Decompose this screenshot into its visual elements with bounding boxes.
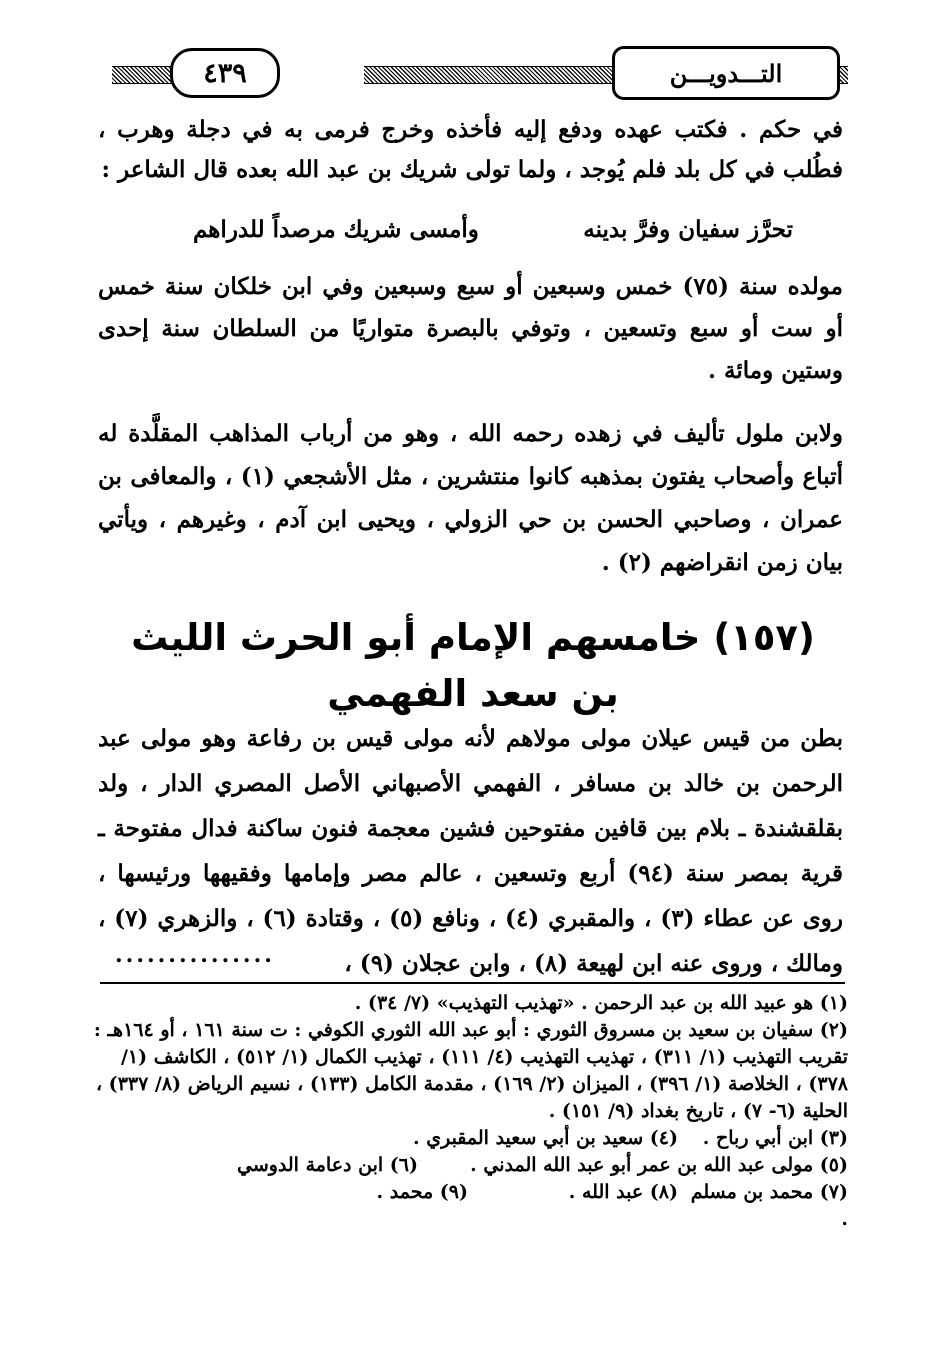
page-header	[112, 46, 842, 98]
header-ornament-left	[112, 66, 174, 84]
paragraph-1	[98, 110, 843, 190]
footnote-9: (٩) محمد .	[376, 1181, 468, 1203]
paragraph-3	[98, 412, 843, 584]
paragraph-2-text: مولده سنة (٧٥) خمس وسبعين أو سبع وسبعين وفي ابن خلكان سنة خمس أو ست أو سبع وتسعين ، وتوفي بالبصرة متواريًا من السلطان سنة إحدى وستين ومائة .	[98, 273, 843, 384]
footnote-2: (٢) سفيان بن سعيد بن مسروق الثوري : أبو عبد الله الثوري الكوفي : ت سنة ١٦١ ، أو ١٦٤هـ :	[93, 1019, 848, 1041]
verse-first-hemistich: تحرَّز سفيان وفرَّ بدينه	[583, 216, 793, 243]
paragraph-1-text: في حكم . فكتب عهده ودفع إليه فأخذه وخرج فرمى به في دجلة وهرب ، فطُلب في كل بلد فلم يُوجد ، ولما تولى شريك بن عبد الله بعده قال الشاعر :	[98, 116, 843, 183]
footnote-8: (٨) عبد الله .	[568, 1181, 678, 1203]
section-heading: (١٥٧) خامسهم الإمام أبو الحرث الليث بن سعد الفهمي	[131, 616, 815, 715]
paragraph-4-text: بطن من قيس عيلان مولى مولاهم لأنه مولى قيس بن رفاعة وهو مولى عبد الرحمن بن خالد بن مسافر ، الفهمي الأصبهاني الأصل المصري الدار ، ولد بقلقشندة ـ بلام بين قافين مفتوحين فشين معجمة فنون ساكنة فدال مفتوحة ـ قرية بمصر سنة (٩٤) أربع وتسعين ، عالم مصر وإمامها وفقيهها ورئيسها ، روى عن عطاء (٣) ، والمقبري (٤) ، ونافع (٥) ، وقتادة (٦) ، والزهري (٧) ، ومالك ، وروى عنه ابن لهيعة (٨) ، وابن عجلان (٩) ،	[98, 725, 843, 977]
footnote-separator	[100, 982, 845, 984]
running-title: التـــدويـــن	[612, 46, 840, 100]
footnote-6: (٦) ابن دعامة الدوسي	[236, 1154, 418, 1176]
footnotes	[93, 990, 848, 1233]
paragraph-2	[98, 266, 843, 392]
footnote-2-sources: تقريب التهذيب (١/ ٣١١) ، تهذيب التهذيب (٤/ ١١١) ، تهذيب الكمال (١/ ٥١٢) ، الكاشف (١/ ٣٧٨) ، الخلاصة (١/ ٣٩٦) ، الميزان (٢/ ١٦٩) ، مقدمة الكامل (١٣٣) ، نسيم الرياض (٨/ ٣٣٧) ، الحلية (٦- ٧) ، تاريخ بغداد (٩/ ١٥١) .	[95, 1046, 848, 1122]
poem-verse	[193, 212, 793, 248]
footnote-3: (٣) ابن أبي رباح .	[702, 1127, 848, 1149]
page-number: ٤٣٩	[170, 48, 280, 98]
footnote-row-5-6	[93, 1152, 848, 1179]
footnote-1: (١) هو عبيد الله بن عبد الرحمن . «تهذيب التهذيب» (٧/ ٣٤) .	[354, 992, 848, 1014]
continuation-dots: ...............	[115, 942, 275, 968]
footnote-row-7-9	[93, 1179, 848, 1233]
verse-second-hemistich: وأمسى شريك مرصداً للدراهم	[193, 216, 479, 243]
footnote-7: (٧) محمد بن مسلم .	[690, 1181, 848, 1230]
paragraph-3-text: ولابن ملول تأليف في زهده رحمه الله ، وهو من أرباب المذاهب المقلَّدة له أتباع وأصحاب يفتون بمذهبه كانوا منتشرين ، مثل الأشجعي (١) ، والمعافى بن عمران ، وصاحبي الحسن بن حي الزولي ، ويحيى ابن آدم ، وغيرهم ، ويأتي بيان زمن انقراضهم (٢) .	[98, 420, 843, 576]
footnote-4: (٤) سعيد بن أبي سعيد المقبري .	[412, 1127, 678, 1149]
footnote-row-3-4	[93, 1125, 848, 1152]
footnote-5: (٥) مولى عبد الله بن عمر أبو عبد الله المدني .	[470, 1154, 848, 1176]
